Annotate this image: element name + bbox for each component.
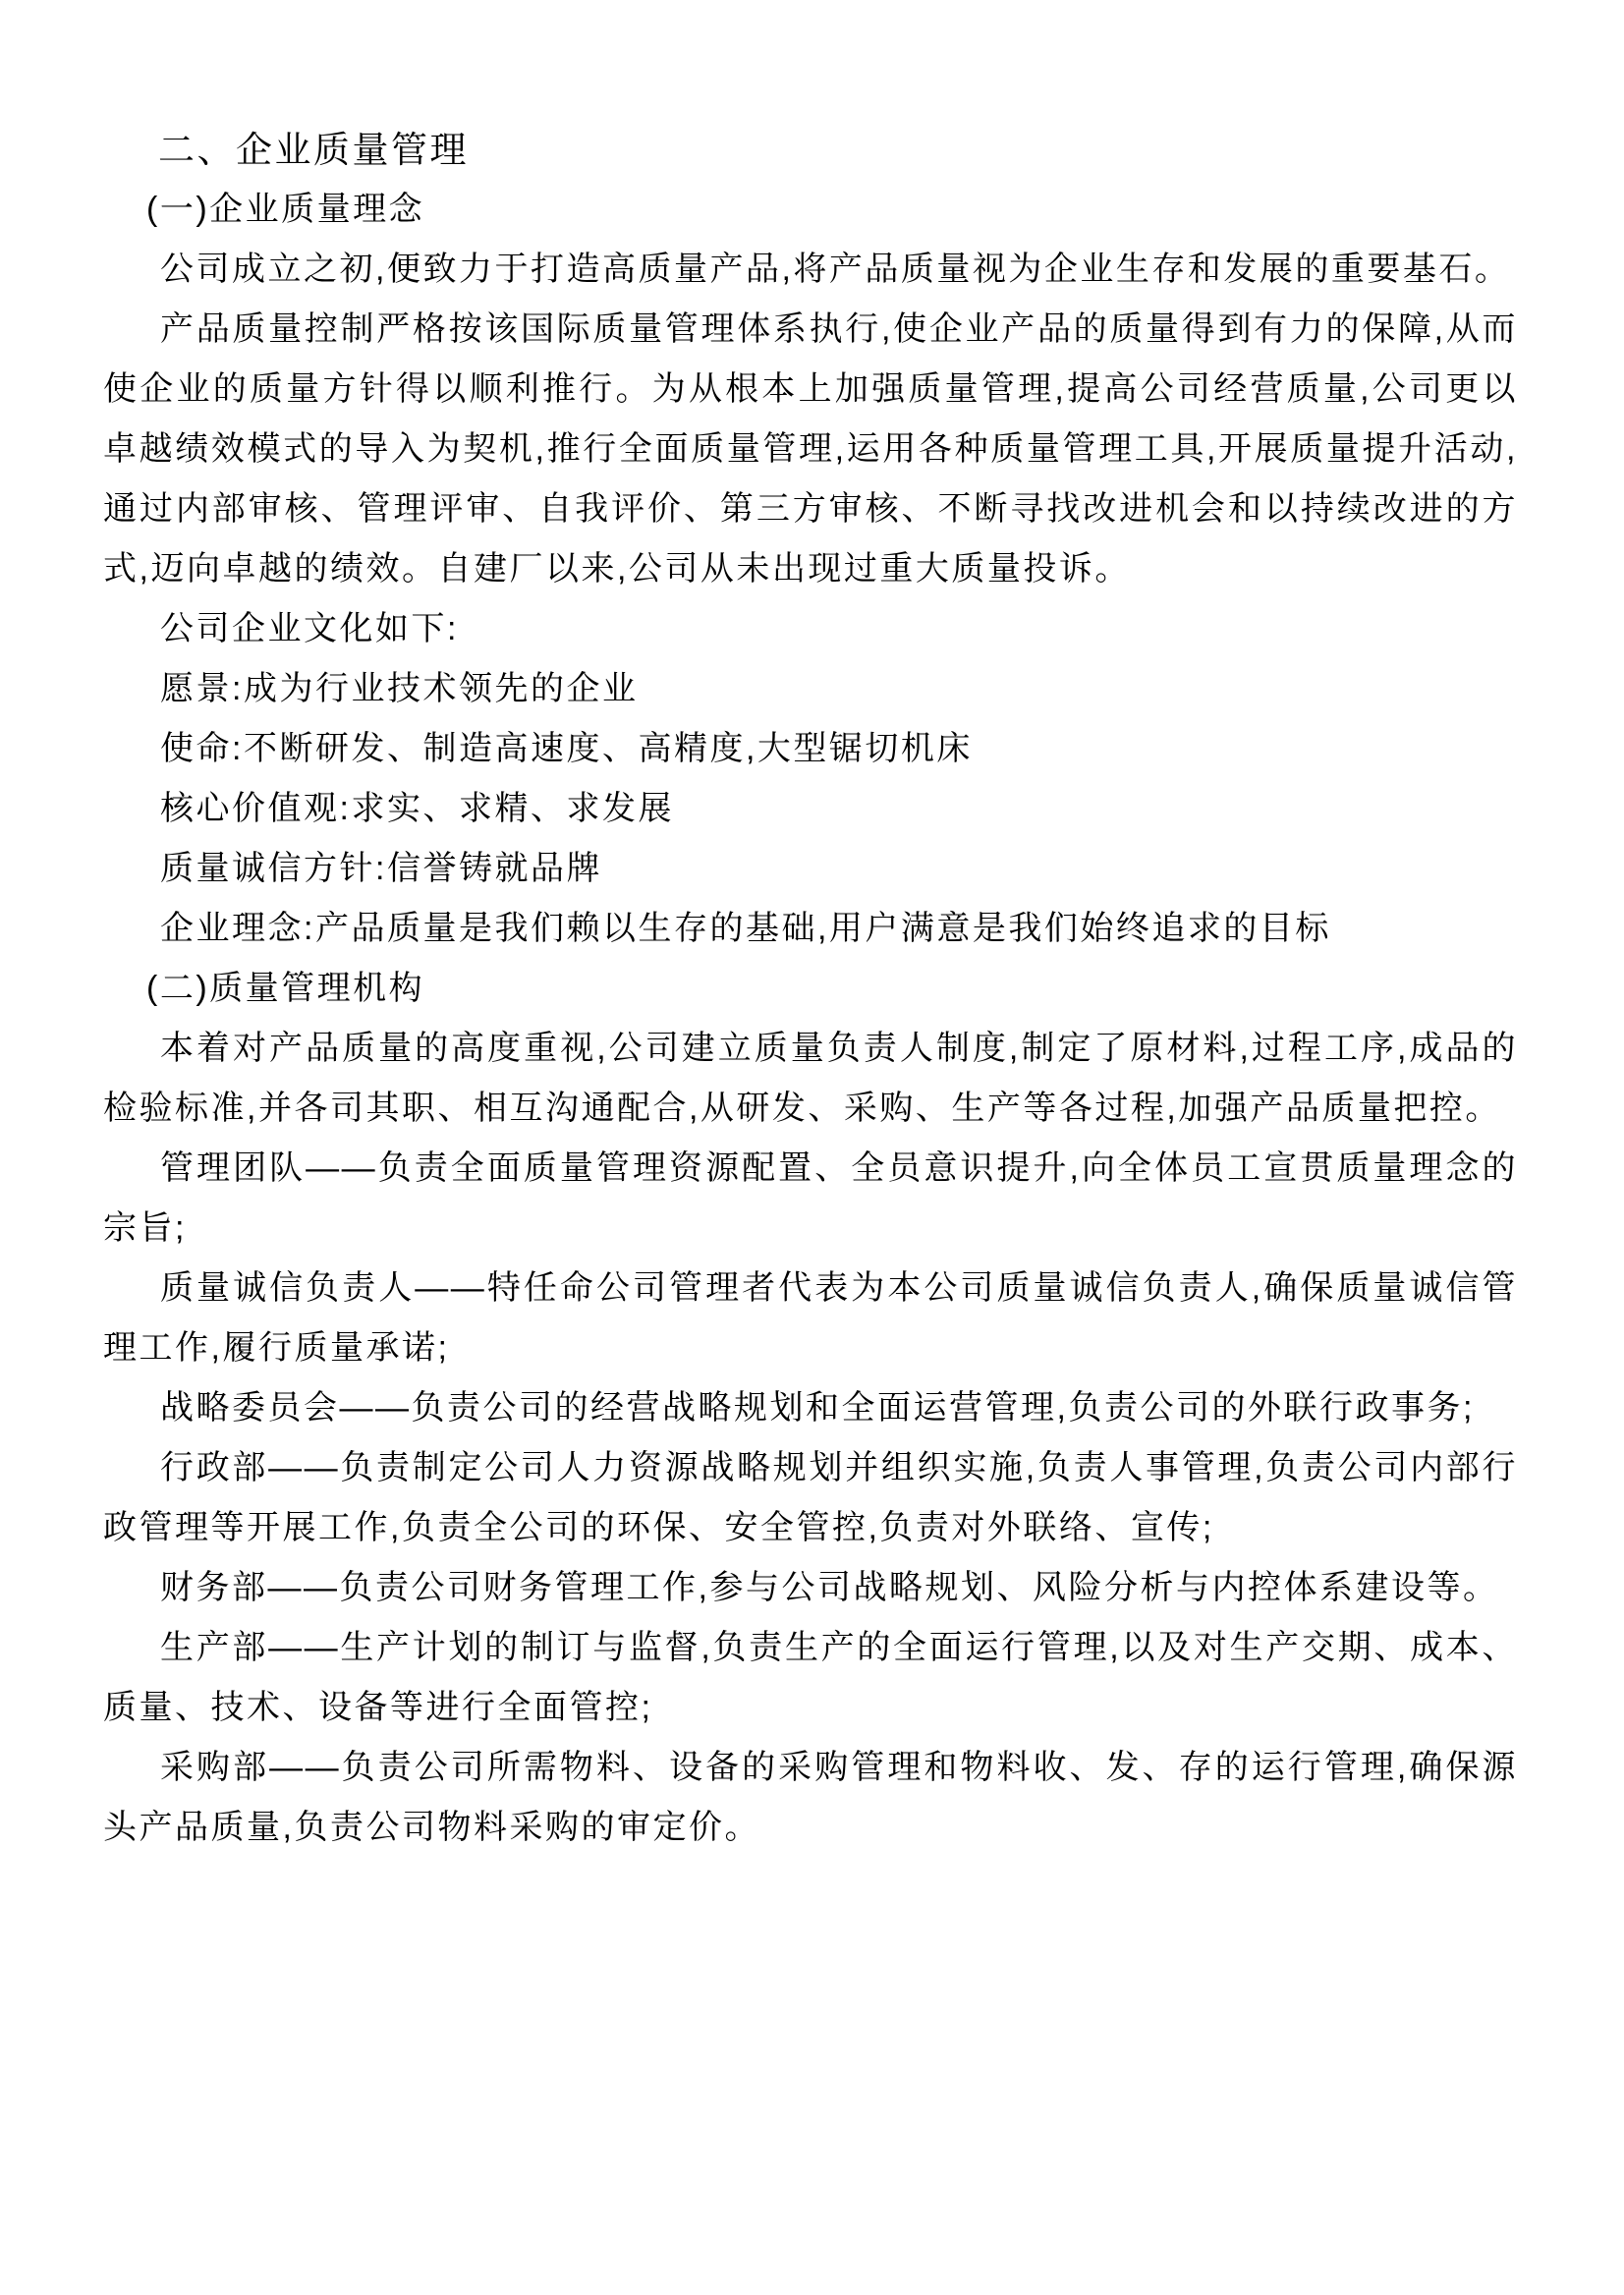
paragraph-management-team: 管理团队——负责全面质量管理资源配置、全员意识提升,向全体员工宣贯质量理念的宗旨; <box>103 1149 1518 1247</box>
paragraph-culture-intro: 公司企业文化如下: <box>160 610 459 647</box>
paragraph-purchasing-dept: 采购部——负责公司所需物料、设备的采购管理和物料收、发、存的运行管理,确保源头产品质量,负责公司物料采购的审定价。 <box>103 1749 1518 1846</box>
paragraph-mission: 使命:不断研发、制造高速度、高精度,大型锯切机床 <box>160 730 973 767</box>
paragraph-org-overview: 本着对产品质量的高度重视,公司建立质量负责人制度,制定了原材料,过程工序,成品的检验标准,并各司其职、相互沟通配合,从研发、采购、生产等各过程,加强产品质量把控。 <box>103 1030 1518 1127</box>
paragraph-finance-dept: 财务部——负责公司财务管理工作,参与公司战略规划、风险分析与内控体系建设等。 <box>160 1569 1499 1606</box>
paragraph-core-values: 核心价值观:求实、求精、求发展 <box>160 790 674 827</box>
section-heading: 二、企业质量管理 <box>158 130 469 170</box>
paragraph-enterprise-concept: 企业理念:产品质量是我们赖以生存的基础,用户满意是我们始终追求的目标 <box>160 910 1331 947</box>
paragraph-vision: 愿景:成为行业技术领先的企业 <box>160 670 639 707</box>
paragraph-strategy-committee: 战略委员会——负责公司的经营战略规划和全面运营管理,负责公司的外联行政事务; <box>160 1389 1475 1427</box>
paragraph-founding: 公司成立之初,便致力于打造高质量产品,将产品质量视为企业生存和发展的重要基石。 <box>160 251 1511 288</box>
subsection-heading-quality-concept: (一)企业质量理念 <box>146 191 425 228</box>
subsection-heading-quality-org: (二)质量管理机构 <box>146 970 425 1007</box>
paragraph-production-dept: 生产部——生产计划的制订与监督,负责生产的全面运行管理,以及对生产交期、成本、质量、技术、设备等进行全面管控; <box>103 1629 1518 1726</box>
paragraph-quality-control: 产品质量控制严格按该国际质量管理体系执行,使企业产品的质量得到有力的保障,从而使企业的质量方针得以顺利推行。为从根本上加强质量管理,提高公司经营质量,公司更以卓越绩效模式的导入为契机,推行全面质量管理,运用各种质量管理工具,开展质量提升活动,通过内部审核、管理评审、自我评价、第三方审核、不断寻找改进机会和以持续改进的方式,迈向卓越的绩效。自建厂以来,公司从未出现过重大质量投诉。 <box>103 310 1518 588</box>
paragraph-integrity-officer: 质量诚信负责人——特任命公司管理者代表为本公司质量诚信负责人,确保质量诚信管理工作,履行质量承诺; <box>103 1269 1518 1367</box>
paragraph-admin-dept: 行政部——负责制定公司人力资源战略规划并组织实施,负责人事管理,负责公司内部行政管理等开展工作,负责全公司的环保、安全管控,负责对外联络、宣传; <box>103 1449 1518 1546</box>
paragraph-integrity-policy: 质量诚信方针:信誉铸就品牌 <box>160 850 602 887</box>
